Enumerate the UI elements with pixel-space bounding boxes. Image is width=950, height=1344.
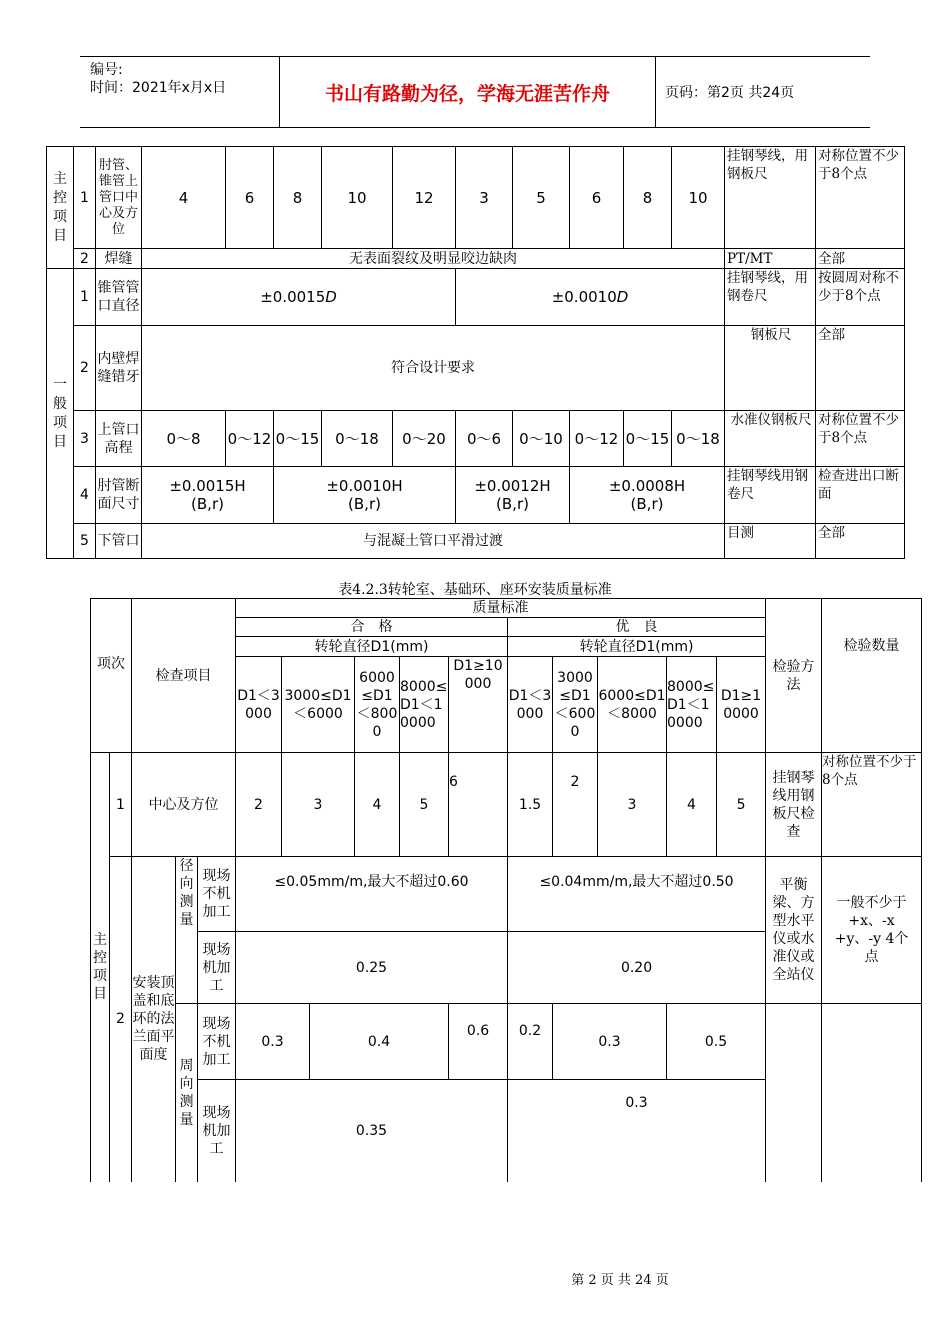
item-name: 锥管管口直径 [96, 269, 142, 326]
value-cell: 0.2 [508, 1004, 553, 1080]
value-cell: 0～10 [513, 411, 570, 467]
row-index: 3 [74, 411, 96, 467]
check-quantity: 对称位置不少于8个点 [822, 753, 922, 857]
check-method: 挂钢琴线用钢板尺检查 [766, 753, 822, 857]
runner-chamber-quality-table [90, 598, 922, 1182]
value-cell: 0.6 [449, 1004, 508, 1080]
check-method: 平衡梁、方型水平仪或水准仪或全站仪 [766, 857, 822, 1004]
blank-cell [822, 1004, 922, 1182]
sub-item-label: 现场机加工 [198, 1080, 236, 1182]
header-good: 优 良 [508, 618, 766, 637]
value-cell: 0～6 [456, 411, 513, 467]
header-item-no: 项次 [91, 599, 132, 753]
table-row [47, 269, 905, 326]
row-index: 2 [110, 857, 132, 1182]
table-row [47, 411, 905, 467]
value-cell: ±0.0015H (B,r) [142, 467, 274, 524]
value-cell: 5 [717, 753, 766, 857]
row-index: 2 [74, 326, 96, 411]
table-row [47, 524, 905, 559]
value-cell: 4 [142, 147, 226, 249]
sub-item-label: 现场不机加工 [198, 1004, 236, 1080]
check-quantity: 全部 [816, 249, 905, 269]
table-caption: 表4.2.3转轮室、基础环、座环安装质量标准 [338, 582, 612, 598]
check-quantity: 对称位置不少于8个点 [816, 147, 905, 249]
value-cell: ±0.0010H (B,r) [274, 467, 456, 524]
sub-item-label: 现场机加工 [198, 932, 236, 1004]
value-cell: 0.5 [667, 1004, 766, 1080]
value-cell: 0.3 [508, 1080, 766, 1182]
item-name: 中心及方位 [132, 753, 236, 857]
header-method: 检验方法 [766, 599, 822, 753]
value-cell: 12 [393, 147, 456, 249]
value-cell: 0～8 [142, 411, 226, 467]
diameter-col: 6000≤D1＜8000 [598, 657, 667, 753]
value-cell: 0～15 [274, 411, 322, 467]
diameter-col: D1≥10000 [449, 657, 508, 753]
page-header [80, 56, 870, 128]
table-row [47, 326, 905, 411]
row-index: 2 [74, 249, 96, 269]
draft-tube-quality-table [46, 146, 905, 559]
row-index: 4 [74, 467, 96, 524]
value-cell: 8 [274, 147, 322, 249]
header-quality: 质量标准 [236, 599, 766, 618]
value-cell: 0～20 [393, 411, 456, 467]
value-cell: 3 [598, 753, 667, 857]
check-method: 挂钢琴线，用钢板尺 [725, 147, 816, 249]
row-index: 1 [110, 753, 132, 857]
header-motto: 书山有路勤为径，学海无涯苦作舟 [280, 57, 656, 127]
good-standard: ±0.0010D [456, 269, 725, 326]
item-name: 肘管断面尺寸 [96, 467, 142, 524]
table-row [47, 467, 905, 524]
value-cell: 4 [667, 753, 717, 857]
value-cell: ≤0.05mm/m,最大不超过0.60 [236, 857, 508, 932]
diameter-col: 6000≤D1＜8000 [355, 657, 400, 753]
check-method: 挂钢琴线用钢卷尺 [725, 467, 816, 524]
axial-measure: 周向测量 [176, 1004, 198, 1182]
value-cell: 3 [456, 147, 513, 249]
diameter-col: 8000≤D1＜10000 [667, 657, 717, 753]
check-quantity: 对称位置不少于8个点 [816, 411, 905, 467]
diameter-col: 8000≤D1＜10000 [400, 657, 449, 753]
header-diameter: 转轮直径D1(mm) [508, 637, 766, 657]
check-method: PT/MT [725, 249, 816, 269]
standard-cell: 与混凝土管口平滑过渡 [142, 524, 725, 559]
value-cell: 5 [400, 753, 449, 857]
value-cell: 0～18 [322, 411, 393, 467]
value-cell: 0.20 [508, 932, 766, 1004]
value-cell: ±0.0012H (B,r) [456, 467, 570, 524]
check-method: 水准仪钢板尺 [725, 411, 816, 467]
row-index: 1 [74, 147, 96, 249]
header-qty: 检验数量 [822, 599, 922, 753]
table-row [47, 249, 905, 269]
check-method: 挂钢琴线，用钢卷尺 [725, 269, 816, 326]
check-quantity: 全部 [816, 326, 905, 411]
page-footer: 第 2 页 共 24 页 [571, 1273, 669, 1288]
check-method: 钢板尺 [725, 326, 816, 411]
value-cell: 6 [570, 147, 624, 249]
table-row [91, 753, 922, 857]
value-cell: 1.5 [508, 753, 553, 857]
value-cell: 0.3 [553, 1004, 667, 1080]
value-cell: 0.3 [236, 1004, 310, 1080]
sub-item-label: 现场不机加工 [198, 857, 236, 932]
item-name: 内壁焊缝错牙 [96, 326, 142, 411]
item-name: 上管口高程 [96, 411, 142, 467]
value-cell: 0.25 [236, 932, 508, 1004]
table-row [91, 857, 922, 932]
value-cell: 0.35 [236, 1080, 508, 1182]
value-cell: 0～18 [672, 411, 725, 467]
row-index: 5 [74, 524, 96, 559]
value-cell: 3 [282, 753, 355, 857]
group-label-main: 主控项目 [47, 147, 74, 269]
value-cell: 10 [672, 147, 725, 249]
value-cell: 0～15 [624, 411, 672, 467]
check-quantity: 按圆周对称不少于8个点 [816, 269, 905, 326]
diameter-col: D1≥10000 [717, 657, 766, 753]
item-name: 焊缝 [96, 249, 142, 269]
check-quantity: 检查进出口断面 [816, 467, 905, 524]
value-cell: ≤0.04mm/m,最大不超过0.50 [508, 857, 766, 932]
table-row [91, 599, 922, 618]
value-cell: 8 [624, 147, 672, 249]
value-cell: 0～12 [226, 411, 274, 467]
value-cell: 6 [449, 753, 508, 857]
pass-standard: ±0.0015D [142, 269, 456, 326]
check-quantity: 全部 [816, 524, 905, 559]
value-cell: 2 [553, 753, 598, 857]
row-index: 1 [74, 269, 96, 326]
diameter-col: D1＜3000 [236, 657, 282, 753]
standard-cell: 无表面裂纹及明显咬边缺肉 [142, 249, 725, 269]
value-cell: ±0.0008H (B,r) [570, 467, 725, 524]
value-cell: 0.4 [310, 1004, 449, 1080]
value-cell: 6 [226, 147, 274, 249]
diameter-col: 3000≤D1＜6000 [553, 657, 598, 753]
header-pass: 合 格 [236, 618, 508, 637]
check-method: 目测 [725, 524, 816, 559]
value-cell: 0～12 [570, 411, 624, 467]
value-cell: 5 [513, 147, 570, 249]
radial-measure: 径向测量 [176, 857, 198, 1004]
value-cell: 2 [236, 753, 282, 857]
table-row [47, 147, 905, 249]
item-name: 安装顶盖和底环的法兰面平面度 [132, 857, 176, 1182]
doc-number-label: 编号: [90, 62, 123, 78]
header-check-item: 检查项目 [132, 599, 236, 753]
header-meta [80, 57, 280, 127]
table-row [91, 1004, 922, 1080]
doc-time-label: 时间：2021年x月x日 [90, 80, 227, 96]
item-name: 下管口 [96, 524, 142, 559]
header-diameter: 转轮直径D1(mm) [236, 637, 508, 657]
diameter-col: D1＜3000 [508, 657, 553, 753]
item-name: 肘管、锥管上管口中心及方位 [96, 147, 142, 249]
value-cell: 4 [355, 753, 400, 857]
group-label-main: 主控项目 [91, 753, 110, 1182]
header-page-label: 页码：第2页 共24页 [665, 85, 795, 101]
value-cell: 10 [322, 147, 393, 249]
blank-cell [766, 1004, 822, 1182]
diameter-col: 3000≤D1＜6000 [282, 657, 355, 753]
group-label-general: 一般项目 [47, 269, 74, 559]
standard-cell: 符合设计要求 [142, 326, 725, 411]
check-quantity: 一般不少于+x、-x +y、-y 4个点 [822, 857, 922, 1004]
